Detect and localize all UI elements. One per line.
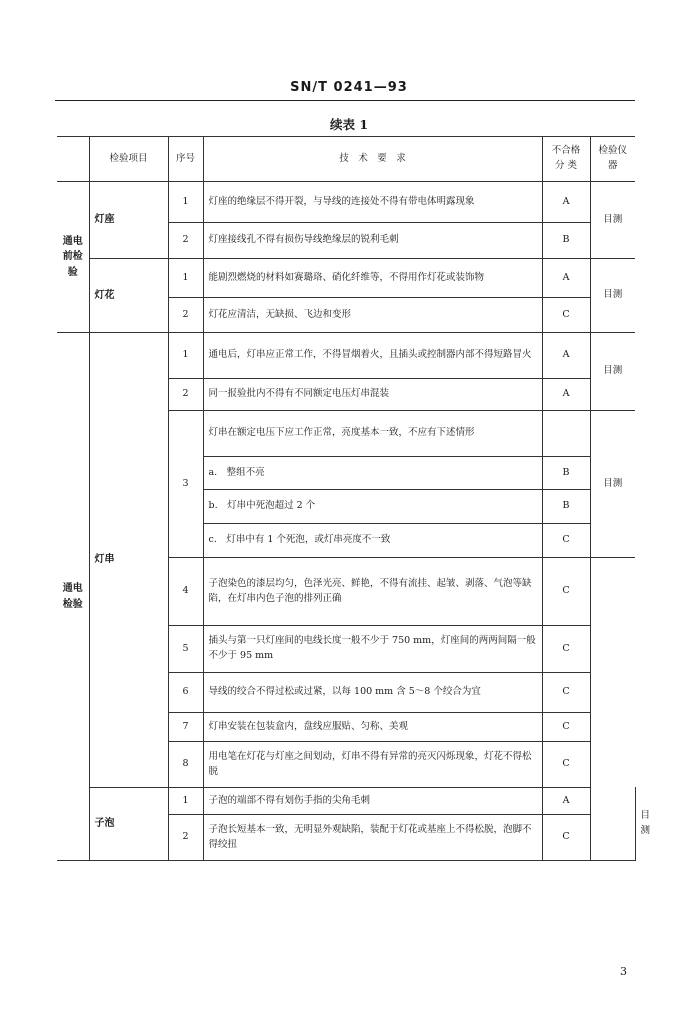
- row-requirement: c. 灯串中有 1 个死泡，或灯串亮度不一致: [203, 524, 542, 558]
- row-class: C: [542, 742, 590, 788]
- item-lamp-flower: 灯花: [89, 259, 168, 333]
- instrument-cell: 目测: [590, 182, 635, 259]
- row-requirement: 灯座接线孔不得有损伤导线绝缘层的锐利毛刺: [203, 223, 542, 259]
- table-row: [57, 333, 635, 379]
- row-class: B: [542, 223, 590, 259]
- table-row: [57, 259, 635, 298]
- row-class: [542, 411, 590, 457]
- table-caption: 续表 1: [329, 117, 369, 132]
- row-seq: 2: [168, 815, 203, 861]
- row-requirement: 用电笔在灯花与灯座之间划动，灯串不得有异常的亮灭闪烁现象，灯花不得松脱: [203, 742, 542, 788]
- row-requirement: 灯花应清洁，无缺损、飞边和变形: [203, 298, 542, 333]
- header-rule: [55, 100, 635, 101]
- row-requirement: 导线的绞合不得过松或过紧，以每 100 mm 含 5～8 个绞合为宜: [203, 673, 542, 713]
- row-seq: 2: [168, 223, 203, 259]
- row-requirement: b. 灯串中死泡超过 2 个: [203, 490, 542, 524]
- row-seq: 3: [168, 411, 203, 558]
- row-requirement: a. 整组不亮: [203, 457, 542, 490]
- row-seq: 1: [168, 259, 203, 298]
- row-requirement: 子泡染色的漆层均匀，色泽光亮、鲜艳，不得有流挂、起皱、剥落、气泡等缺陷，在灯串内色子泡的排列正确: [203, 558, 542, 626]
- standard-code: SN/T 0241—93: [290, 80, 408, 95]
- row-seq: 8: [168, 742, 203, 788]
- row-requirement: 子泡的端部不得有划伤手指的尖角毛刺: [203, 788, 542, 815]
- row-class: A: [542, 259, 590, 298]
- row-class: C: [542, 524, 590, 558]
- instrument-cell-empty: [590, 558, 635, 861]
- row-seq: 7: [168, 713, 203, 742]
- row-requirement: 能剧烈燃烧的材料如赛璐珞、硝化纤维等，不得用作灯花或装饰物: [203, 259, 542, 298]
- row-class: A: [542, 788, 590, 815]
- header-class: 不合格分 类: [542, 137, 590, 182]
- row-class: C: [542, 626, 590, 673]
- row-seq: 5: [168, 626, 203, 673]
- table-header-row: [57, 137, 635, 182]
- row-class: C: [542, 713, 590, 742]
- row-requirement: 灯串安装在包装盒内，盘线应服贴、匀称、美观: [203, 713, 542, 742]
- table-row: [57, 182, 635, 223]
- inspection-table: [57, 136, 651, 861]
- page-number: 3: [620, 965, 627, 978]
- row-requirement: 灯串在额定电压下应工作正常，亮度基本一致，不应有下述情形: [203, 411, 542, 457]
- row-seq: 6: [168, 673, 203, 713]
- header-item: 检验项目: [89, 137, 168, 182]
- row-seq: 2: [168, 379, 203, 411]
- item-lamp-holder: 灯座: [89, 182, 168, 259]
- row-class: B: [542, 490, 590, 524]
- row-requirement: 插头与第一只灯座间的电线长度一般不少于 750 mm，灯座间的两两间隔一般不少于 95 mm: [203, 626, 542, 673]
- row-requirement: 通电后，灯串应正常工作，不得冒烟着火，且插头或控制器内部不得短路冒火: [203, 333, 542, 379]
- instrument-cell: 目测: [590, 333, 635, 411]
- row-requirement: 同一报验批内不得有不同额定电压灯串混装: [203, 379, 542, 411]
- row-class: B: [542, 457, 590, 490]
- row-requirement: 灯座的绝缘层不得开裂，与导线的连接处不得有带电体明露现象: [203, 182, 542, 223]
- stage-power-on: 通电检验: [57, 333, 89, 861]
- item-lamp-string: 灯串: [89, 333, 168, 788]
- row-seq: 1: [168, 182, 203, 223]
- header-stage: [57, 137, 89, 182]
- header-seq: 序号: [168, 137, 203, 182]
- table-row: 子泡 1 子泡的端部不得有划伤手指的尖角毛刺 A 目测: [57, 788, 635, 815]
- row-seq: 1: [168, 333, 203, 379]
- row-class: C: [542, 815, 590, 861]
- row-class: A: [542, 333, 590, 379]
- stage-pre-power: 通电前检验: [57, 182, 89, 333]
- row-seq: 1: [168, 788, 203, 815]
- row-seq: 4: [168, 558, 203, 626]
- row-class: C: [542, 673, 590, 713]
- row-requirement: 子泡长短基本一致，无明显外观缺陷，装配于灯花或基座上不得松脱，泡脚不得绞扭: [203, 815, 542, 861]
- header-requirement: 技 术 要 求: [203, 137, 542, 182]
- row-class: A: [542, 379, 590, 411]
- row-class: C: [542, 298, 590, 333]
- row-class: C: [542, 558, 590, 626]
- header-instrument: 检验仪器: [590, 137, 635, 182]
- row-class: A: [542, 182, 590, 223]
- row-seq: 2: [168, 298, 203, 333]
- item-bulb: 子泡: [89, 788, 168, 861]
- instrument-cell: 目测: [590, 259, 635, 333]
- instrument-cell: 目测: [590, 411, 635, 558]
